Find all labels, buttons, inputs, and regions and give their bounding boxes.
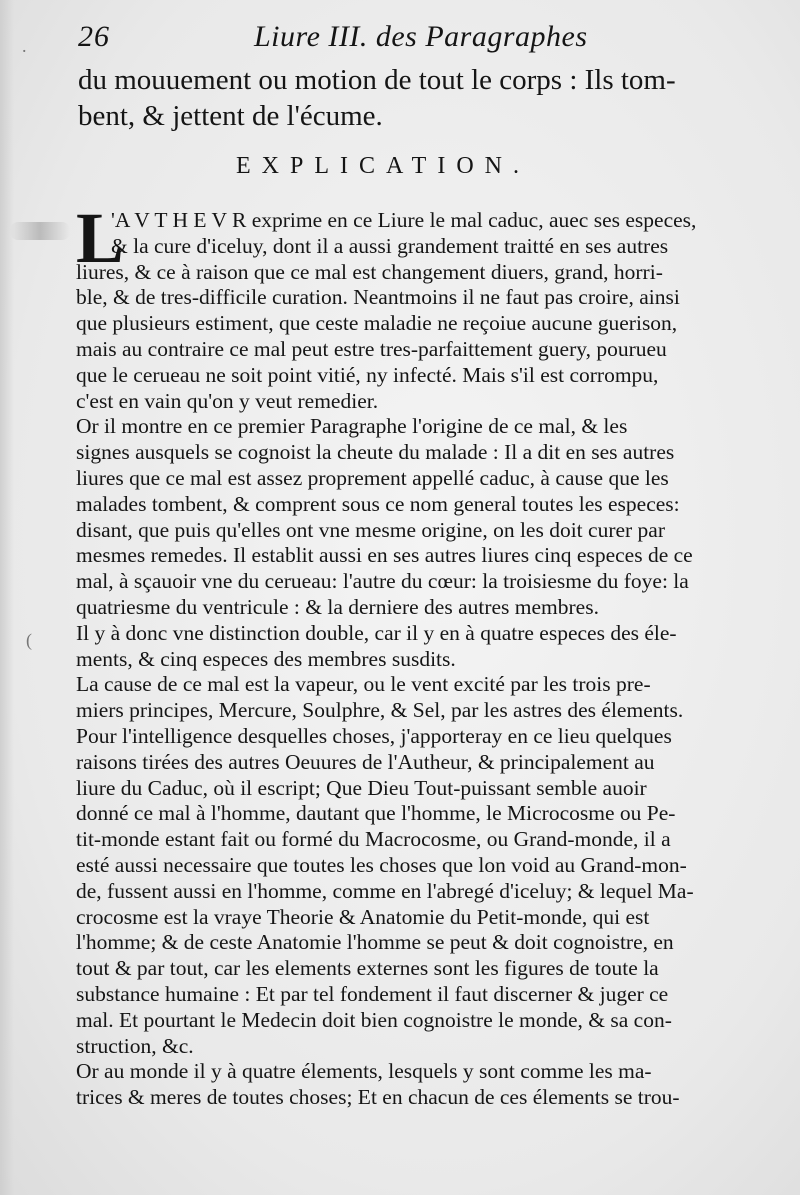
text-line: que le cerueau ne soit point vitié, ny infecté. Mais s'il est corrompu,	[76, 362, 659, 387]
paper-stain	[10, 222, 70, 240]
page-header	[78, 16, 778, 60]
text-line: struction, &c.	[76, 1033, 194, 1058]
section-heading: EXPLICATION.	[236, 153, 530, 179]
intro-line: bent, & jettent de l'écume.	[78, 100, 383, 132]
text-line: Il y à donc vne distinction double, car il y en à quatre especes des éle-	[76, 620, 677, 645]
text-line: de, fussent aussi en l'homme, comme en l'abregé d'iceluy; & lequel Ma-	[76, 878, 694, 903]
text-line: crocosme est la vraye Theorie & Anatomie du Petit-monde, qui est	[76, 904, 650, 929]
text-line: que plusieurs estiment, que ceste maladie ne reçoiue aucune guerison,	[76, 311, 678, 336]
page-edge-shadow	[0, 0, 14, 1195]
intro-paragraph	[78, 62, 790, 134]
margin-mark: .	[22, 36, 27, 56]
text-line: l'homme; & de ceste Anatomie l'homme se peut & doit cognoistre, en	[76, 930, 674, 955]
page-number: 26	[78, 20, 110, 53]
text-line: Or au monde il y à quatre élements, lesquels y sont comme les ma-	[76, 1059, 652, 1084]
text-line: Pour l'intelligence desquelles choses, j'apporteray en ce lieu quelques	[76, 723, 672, 748]
text-line: raisons tirées des autres Oeuures de l'Autheur, & principalement au	[76, 749, 655, 774]
body-text	[76, 198, 792, 1111]
drop-cap: L	[76, 198, 125, 278]
text-line: esté aussi necessaire que toutes les choses que lon void au Grand-mon-	[76, 852, 687, 877]
text-line: tout & par tout, car les elements externes sont les figures de toute la	[76, 956, 659, 981]
text-line: mal. Et pourtant le Medecin doit bien cognoistre le monde, & sa con-	[76, 1007, 672, 1032]
margin-mark: (	[26, 630, 32, 650]
text-line: mais au contraire ce mal peut estre tres-parfaittement guery, pourueu	[76, 336, 667, 361]
text-line: trices & meres de toutes choses; Et en chacun de ces élements se trou-	[76, 1085, 680, 1110]
text-line: liures, & ce à raison que ce mal est changement diuers, grand, horri-	[76, 259, 663, 284]
text-line: disant, que puis qu'elles ont vne mesme origine, on les doit curer par	[76, 517, 666, 542]
running-head: Liure III. des Paragraphes	[254, 20, 588, 53]
text-line: mal, à sçauoir vne du cerueau: l'autre du cœur: la troisiesme du foye: la	[76, 569, 689, 594]
text-line: Or il montre en ce premier Paragraphe l'origine de ce mal, & les	[76, 414, 628, 439]
text-line: c'est en vain qu'on y veut remedier.	[76, 388, 379, 413]
text-line: quatriesme du ventricule : & la derniere des autres membres.	[76, 594, 599, 619]
text-line: mesmes remedes. Il establit aussi en ses autres liures cinq especes de ce	[76, 543, 693, 568]
intro-line: du mouuement ou motion de tout le corps : Ils tom-	[78, 64, 676, 96]
text-line: ble, & de tres-difficile curation. Neantmoins il ne faut pas croire, ainsi	[76, 285, 680, 310]
text-line: & la cure d'iceluy, dont il a aussi grandement traitté en ses autres	[111, 233, 669, 258]
text-line: signes ausquels se cognoist la cheute du malade : Il a dit en ses autres	[76, 440, 675, 465]
text-line: La cause de ce mal est la vapeur, ou le vent excité par les trois pre-	[76, 672, 651, 697]
text-line: 'A V T H E V R exprime en ce Liure le mal caduc, auec ses especes,	[111, 208, 697, 232]
text-line: substance humaine : Et par tel fondement il faut discerner & juger ce	[76, 981, 669, 1006]
text-line: tit-monde estant fait ou formé du Macrocosme, ou Grand-monde, il a	[76, 827, 671, 852]
text-line: ments, & cinq especes des membres susdits.	[76, 646, 456, 671]
text-line: miers principes, Mercure, Soulphre, & Sel, par les astres des élements.	[76, 698, 684, 723]
text-line: malades tombent, & comprent sous ce nom general toutes les especes:	[76, 491, 680, 516]
text-line: donné ce mal à l'homme, dautant que l'homme, le Microcosme ou Pe-	[76, 801, 676, 826]
text-line: liure du Caduc, où il escript; Que Dieu Tout-puissant semble auoir	[76, 775, 647, 800]
text-line: liures que ce mal est assez proprement appellé caduc, à cause que les	[76, 465, 669, 490]
